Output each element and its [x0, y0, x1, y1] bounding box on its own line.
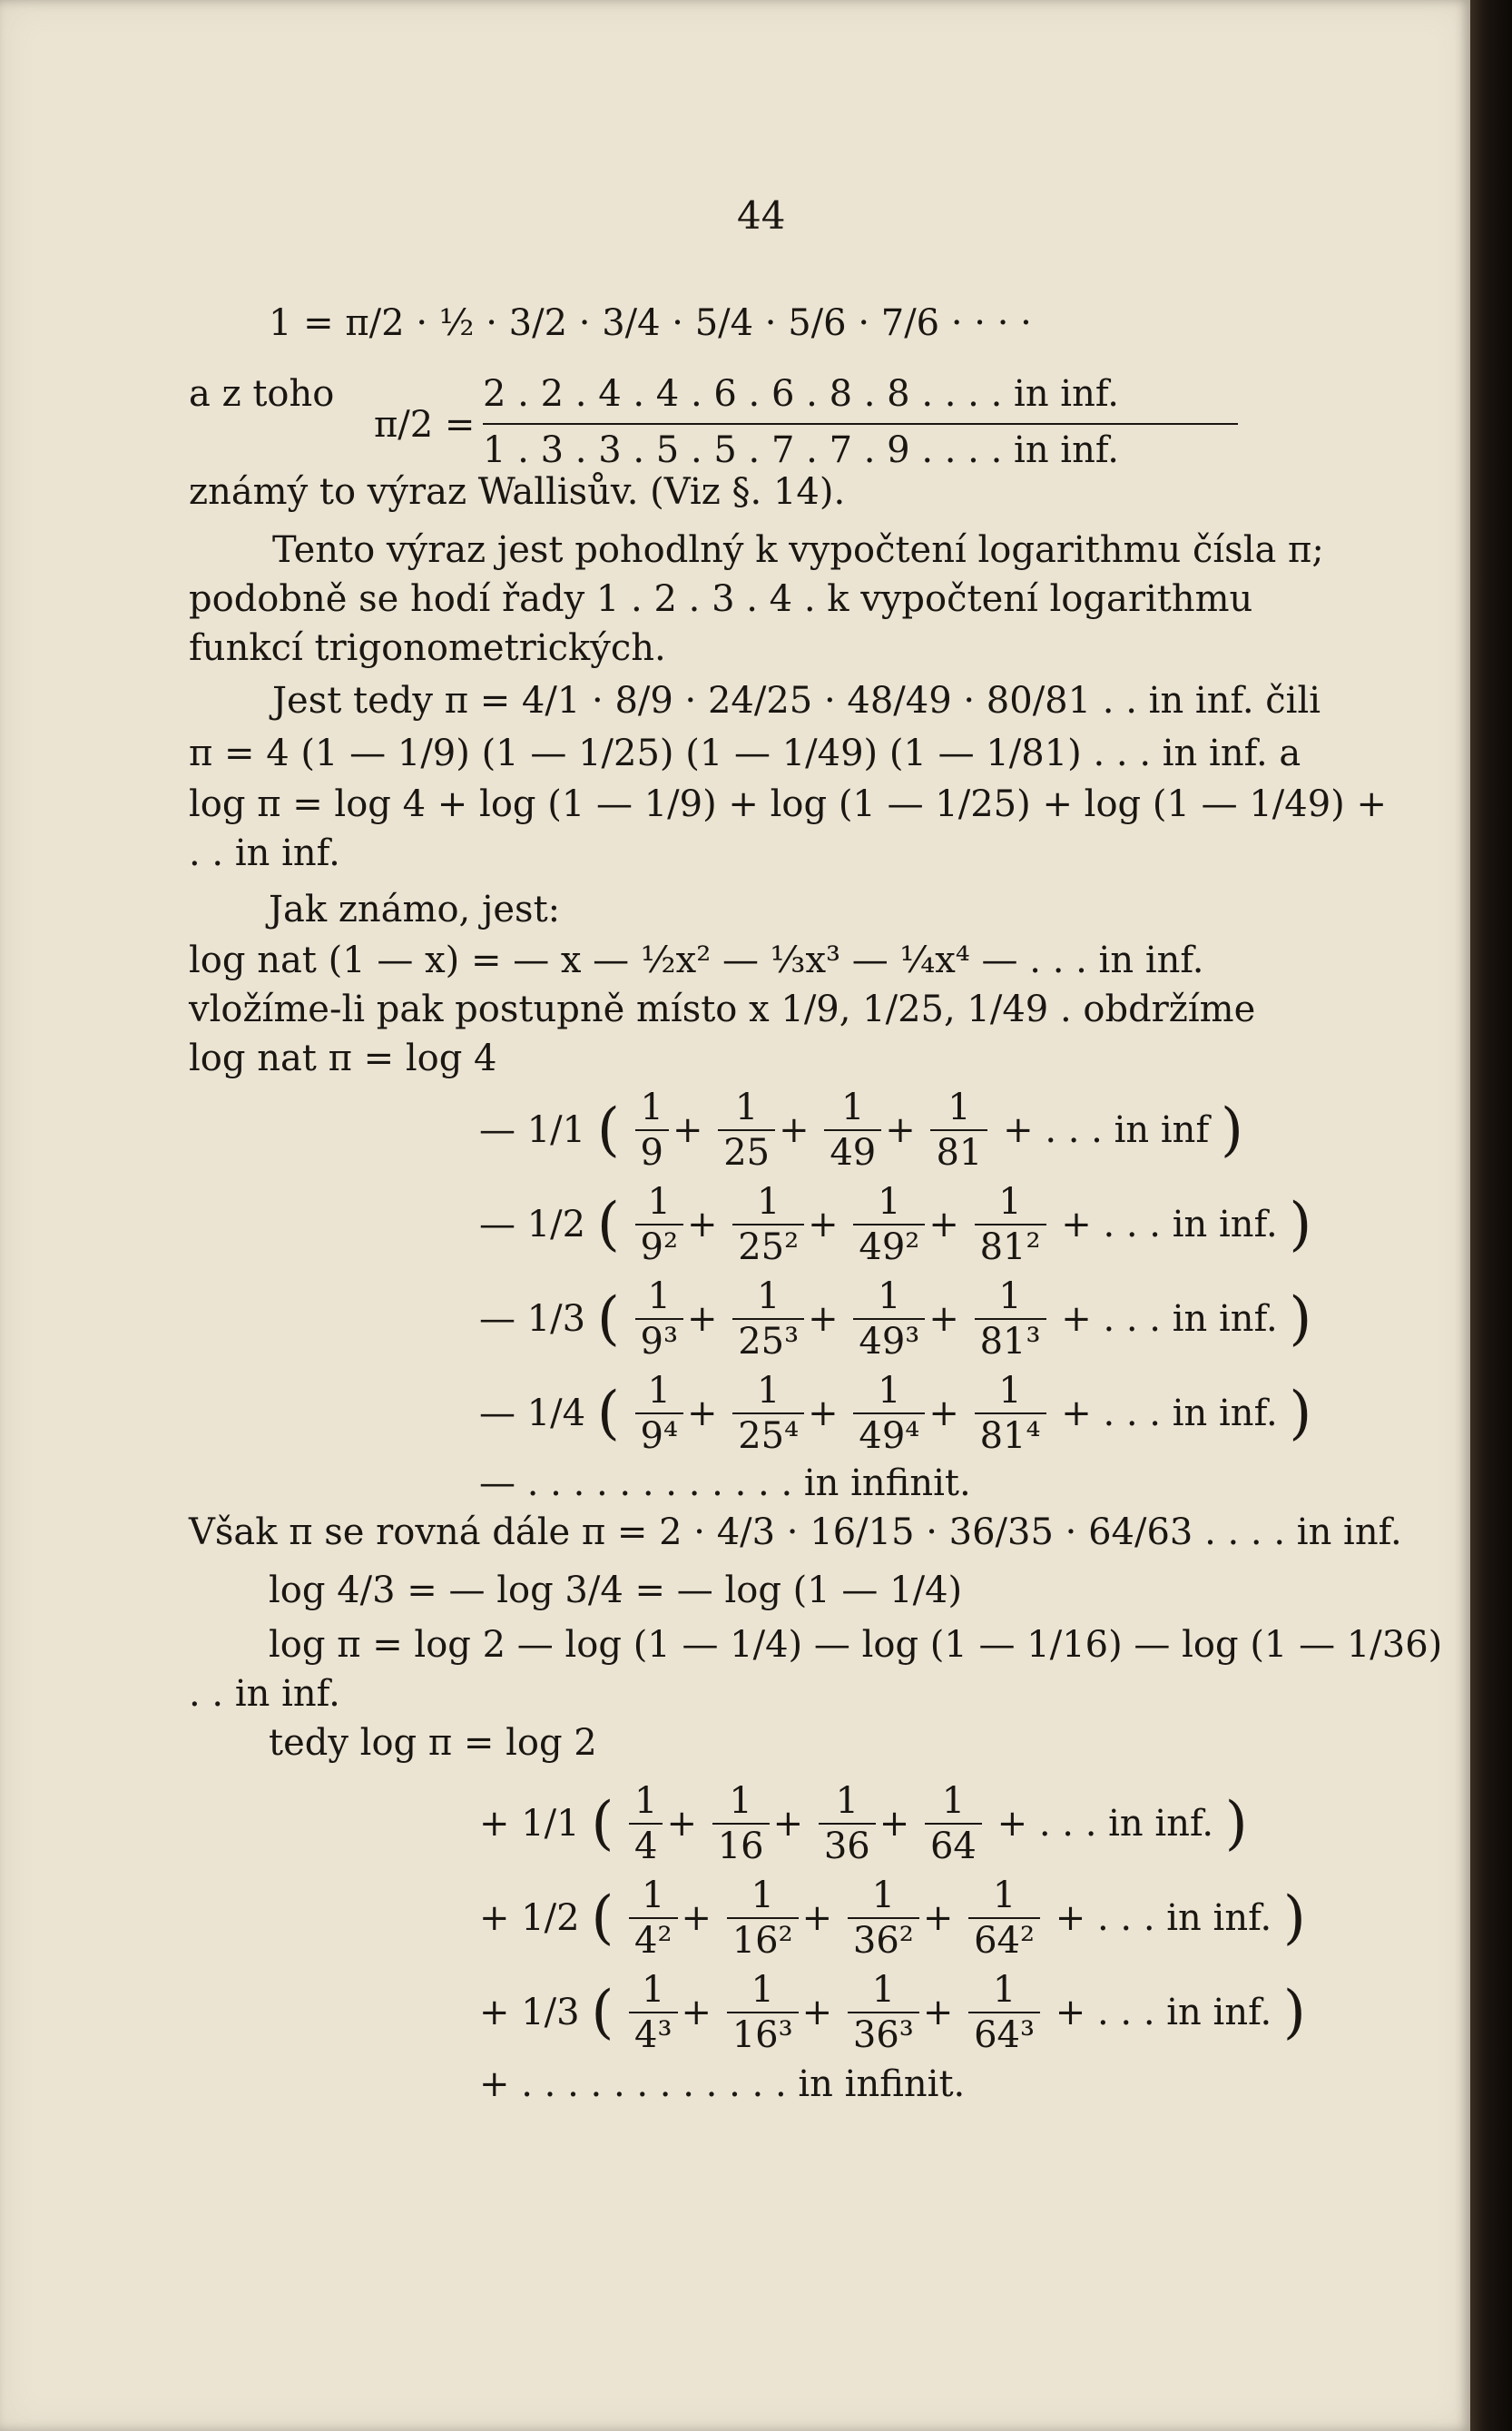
wallis-numerator: 2 . 2 . 4 . 4 . 6 . 6 . 8 . 8 . . . . in inf. — [483, 373, 1119, 415]
log-line: log π = log 2 — log (1 — 1/4) — log (1 — 1/16) — log (1 — 1/36) — [269, 1624, 1443, 1666]
series-row: + 1/2 ( $\frac{1}{\text{4²}}$ + $\frac{1}{\text{16²}}$ + $\frac{1}{\text{36²}}$ + $\frac{1}{\text{64²}}$ + . . . in inf. ) — [479, 1875, 1306, 1962]
series-row: — 1/4 ( $\frac{1}{\text{9⁴}}$ + $\frac{1}{\text{25⁴}}$ + $\frac{1}{\text{49⁴}}$ + $\frac{1}{\text{81⁴}}$ + . . . in inf. ) — [479, 1370, 1312, 1457]
series-row: + 1/3 ( $\frac{1}{\text{4³}}$ + $\frac{1}{\text{16³}}$ + $\frac{1}{\text{36³}}$ + $\frac{1}{\text{64³}}$ + . . . in inf. ) — [479, 1969, 1306, 2056]
wallis-denominator: 1 . 3 . 3 . 5 . 5 . 7 . 7 . 9 . . . . in inf. — [483, 429, 1119, 471]
paragraph-line: funkcí trigonometrických. — [189, 627, 666, 669]
series-formula: log nat (1 — x) = — x — ½x² — ⅓x³ — ¼x⁴ — . . . in inf. — [189, 940, 1204, 981]
wallis-prefix: a z toho — [189, 373, 335, 415]
equation-line: 1 = π/2 · ½ · 3/2 · 3/4 · 5/4 · 5/6 · 7/6 · · · · — [269, 302, 1032, 344]
series-row: — 1/3 ( $\frac{1}{\text{9³}}$ + $\frac{1}{\text{25³}}$ + $\frac{1}{\text{49³}}$ + $\frac{1}{\text{81³}}$ + . . . in inf. ) — [479, 1275, 1312, 1363]
series-end: + . . . . . . . . . . . . in infinit. — [479, 2063, 966, 2105]
page-edge — [1470, 0, 1512, 2431]
wallis-note: známý to výraz Wallisův. (Viz §. 14). — [189, 471, 846, 513]
log-line: tedy log π = log 2 — [269, 1722, 597, 1764]
paragraph-line: podobně se hodí řady 1 . 2 . 3 . 4 . k vypočtení logarithmu — [189, 578, 1253, 620]
wallis-lhs: π/2 = — [374, 404, 476, 446]
paragraph-line: vložíme-li pak postupně místo x 1/9, 1/25, 1/49 . obdržíme — [189, 989, 1256, 1030]
paragraph-line: Jak známo, jest: — [269, 889, 561, 930]
product-line: π = 4 (1 — 1/9) (1 — 1/25) (1 — 1/49) (1 — 1/81) . . . in inf. a — [189, 733, 1301, 774]
log-line: . . in inf. — [189, 832, 340, 874]
series-row: — 1/2 ( $\frac{1}{\text{9²}}$ + $\frac{1}{\text{25²}}$ + $\frac{1}{\text{49²}}$ + $\frac{1}{\text{81²}}$ + . . . in inf. ) — [479, 1181, 1312, 1268]
log-line: . . in inf. — [189, 1673, 340, 1715]
series-row: — 1/1 ( $\frac{1}{9}$ + $\frac{1}{25}$ + $\frac{1}{49}$ + $\frac{1}{81}$ + . . . in inf ) — [479, 1087, 1243, 1174]
page-number: 44 — [737, 193, 786, 238]
series-row: + 1/1 ( $\frac{1}{4}$ + $\frac{1}{16}$ + $\frac{1}{36}$ + $\frac{1}{64}$ + . . . in inf. ) — [479, 1780, 1248, 1867]
log-line: log 4/3 = — log 3/4 = — log (1 — 1/4) — [269, 1570, 963, 1611]
product-line: Jest tedy π = 4/1 · 8/9 · 24/25 · 48/49 · 80/81 . . in inf. čili — [272, 680, 1321, 722]
paragraph-line: Tento výraz jest pohodlný k vypočtení logarithmu čísla π; — [272, 529, 1324, 571]
log-line: log π = log 4 + log (1 — 1/9) + log (1 — 1/25) + log (1 — 1/49) + — [189, 783, 1388, 825]
log-line: log nat π = log 4 — [189, 1038, 497, 1079]
fraction-bar — [483, 423, 1238, 425]
series-end: — . . . . . . . . . . . . in infinit. — [479, 1462, 971, 1504]
product-line: Však π se rovná dále π = 2 · 4/3 · 16/15 · 36/35 · 64/63 . . . . in inf. — [189, 1511, 1402, 1553]
